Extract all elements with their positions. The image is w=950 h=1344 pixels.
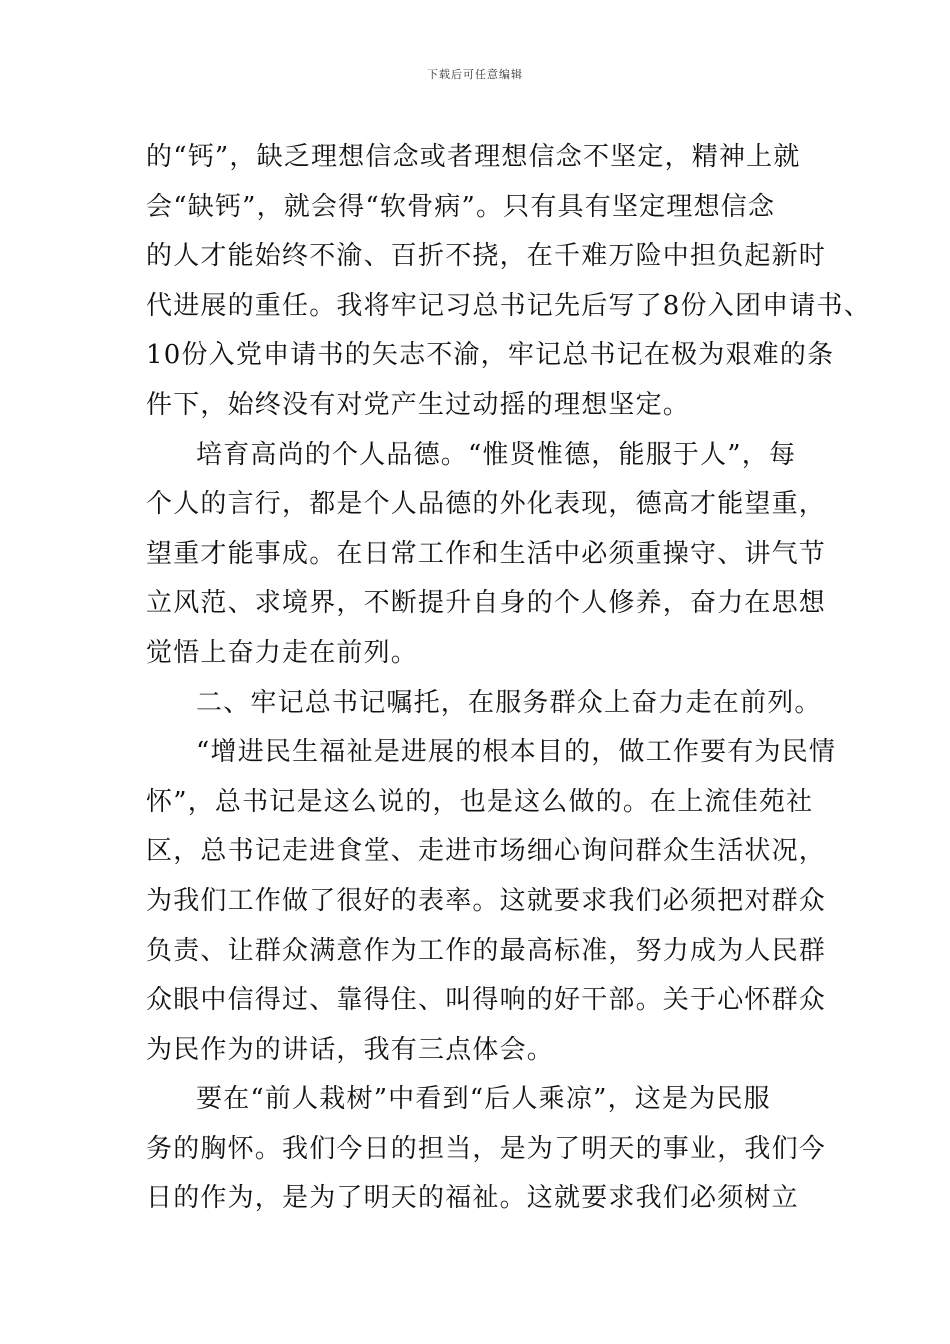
text-line: 的“钙”，缺乏理想信念或者理想信念不坚定，精神上就 xyxy=(146,142,801,172)
text-line: “增进民生福祉是进展的根本目的，做工作要有为民情 xyxy=(196,737,837,768)
header-note: 下载后可任意编辑 xyxy=(427,68,523,81)
text-line: 众眼中信得过、靠得住、叫得响的好干部。关于心怀群众 xyxy=(146,985,827,1016)
text-line: 二、牢记总书记嘱托，在服务群众上奋力走在前列。 xyxy=(196,687,822,718)
text-line: 为我们工作做了很好的表率。这就要求我们必须把对群众 xyxy=(146,885,827,916)
text-line: 会“缺钙”，就会得“软骨病”。只有具有坚定理想信念 xyxy=(146,191,776,222)
text-line: 的人才能始终不渝、百折不挠，在千难万险中担负起新时 xyxy=(146,241,827,272)
text-line: 个人的言行，都是个人品德的外化表现，德高才能望重， xyxy=(146,489,827,520)
body-text xyxy=(146,133,871,1224)
text-line: 日的作为，是为了明天的福祉。这就要求我们必须树立 xyxy=(146,1183,799,1214)
text-line: 务的胸怀。我们今日的担当，是为了明天的事业，我们今 xyxy=(146,1133,827,1164)
text-line: 为民作为的讲话，我有三点体会。 xyxy=(146,1034,555,1065)
text-line: 立风范、求境界，不断提升自身的个人修养，奋力在思想 xyxy=(146,588,827,619)
text-line: 负责、让群众满意作为工作的最高标准，努力成为人民群 xyxy=(146,935,827,966)
text-line: 培育高尚的个人品德。“惟贤惟德，能服于人”，每 xyxy=(196,439,797,470)
text-line: 10份入党申请书的矢志不渝，牢记总书记在极为艰难的条 xyxy=(146,340,835,371)
text-line: 望重才能事成。在日常工作和生活中必须重操守、讲气节 xyxy=(146,538,827,569)
text-line: 件下，始终没有对党产生过动摇的理想坚定。 xyxy=(146,389,691,420)
text-line: 要在“前人栽树”中看到“后人乘凉”，这是为民服 xyxy=(196,1084,771,1115)
text-line: 怀”，总书记是这么说的，也是这么做的。在上流佳苑社 xyxy=(146,786,814,817)
text-line: 觉悟上奋力走在前列。 xyxy=(146,637,419,668)
text-line: 代进展的重任。我将牢记习总书记先后写了8份入团申请书、 xyxy=(146,290,871,321)
text-line: 区，总书记走进食堂、走进市场细心询问群众生活状况， xyxy=(146,836,827,867)
